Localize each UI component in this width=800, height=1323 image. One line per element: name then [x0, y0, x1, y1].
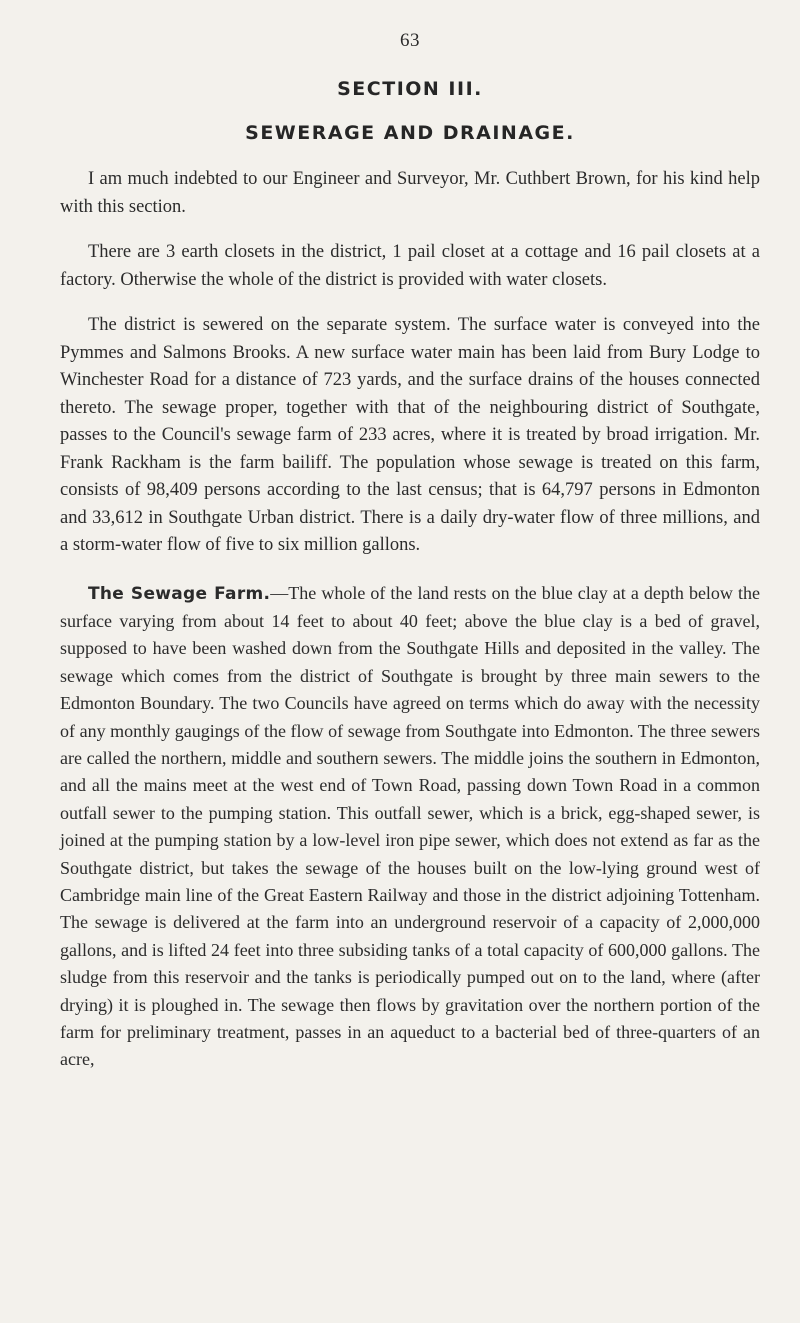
sewage-farm-heading: The Sewage Farm. — [88, 583, 271, 604]
paragraph-closets: There are 3 earth closets in the district, 1 pail closet at a cottage and 16 pail closets at a factory. Otherwise the whole of the district is provided with water closets. — [60, 242, 760, 290]
paragraph-acknowledgement: I am much indebted to our Engineer and Surveyor, Mr. Cuthbert Brown, for his kind help with this section. — [60, 169, 760, 217]
section-title: SEWERAGE AND DRAINAGE. — [245, 122, 575, 144]
sewage-farm-text: —The whole of the land rests on the blue clay at a depth below the surface varying from about 14 feet to about 40 feet; above the blue clay is a bed of gravel, supposed to have been washed down from the Southgate Hills and deposited in the valley. The sewage which comes from the district of Southgate is brought by three main sewers to the Edmonton Boundary. The two Councils have agreed on terms which do away with the necessity of any monthly gaugings of the flow of sewage from Southgate into Edmonton. The three sewers are called the northern, middle and southern sewers. The middle joins the southern in Edmonton, and all the mains meet at the west end of Town Road, passing down Town Road in a common outfall sewer to the pumping station. This outfall sewer, which is a brick, egg-shaped sewer, is joined at the pumping station by a low-level iron pipe sewer, which does not extend as far as the Southgate district, but takes the sewage of the houses built on the low-lying ground west of Cambridge main line of the Great Eastern Railway and those in the district adjoining Tottenham. The sewage is delivered at the farm into an underground reservoir of a capacity of 2,000,000 gallons, and is lifted 24 feet into three subsiding tanks of a total capacity of 600,000 gallons. The sludge from this reservoir and the tanks is periodically pumped out on to the land, where (after drying) it is ploughed in. The sewage then flows by gravitation over the northern portion of the farm for preliminary treatment, passes in an aqueduct to a bacterial bed of three-quarters of an acre, — [60, 582, 760, 1070]
paragraph-sewerage-system: The district is sewered on the separate system. The surface water is conveyed into the Pymmes and Salmons Brooks. A new surface water main has been laid from Bury Lodge to Winchester Road for a distance of 723 yards, and the surface drains of the houses connected thereto. The sewage proper, together with that of the neighbouring district of Southgate, passes to the Council's sewage farm of 233 acres, where it is treated by broad irrigation. Mr. Frank Rackham is the farm bailiff. The population whose sewage is treated on this farm, consists of 98,409 persons according to the last census; that is 64,797 persons in Edmonton and 33,612 in Southgate Urban district. There is a daily dry-water flow of three millions, and a storm-water flow of five to six million gallons. — [60, 315, 760, 555]
paragraph-sewage-farm — [60, 580, 760, 1074]
document-page — [60, 30, 760, 1092]
page-number: 63 — [400, 30, 420, 51]
section-number: SECTION III. — [337, 78, 483, 100]
